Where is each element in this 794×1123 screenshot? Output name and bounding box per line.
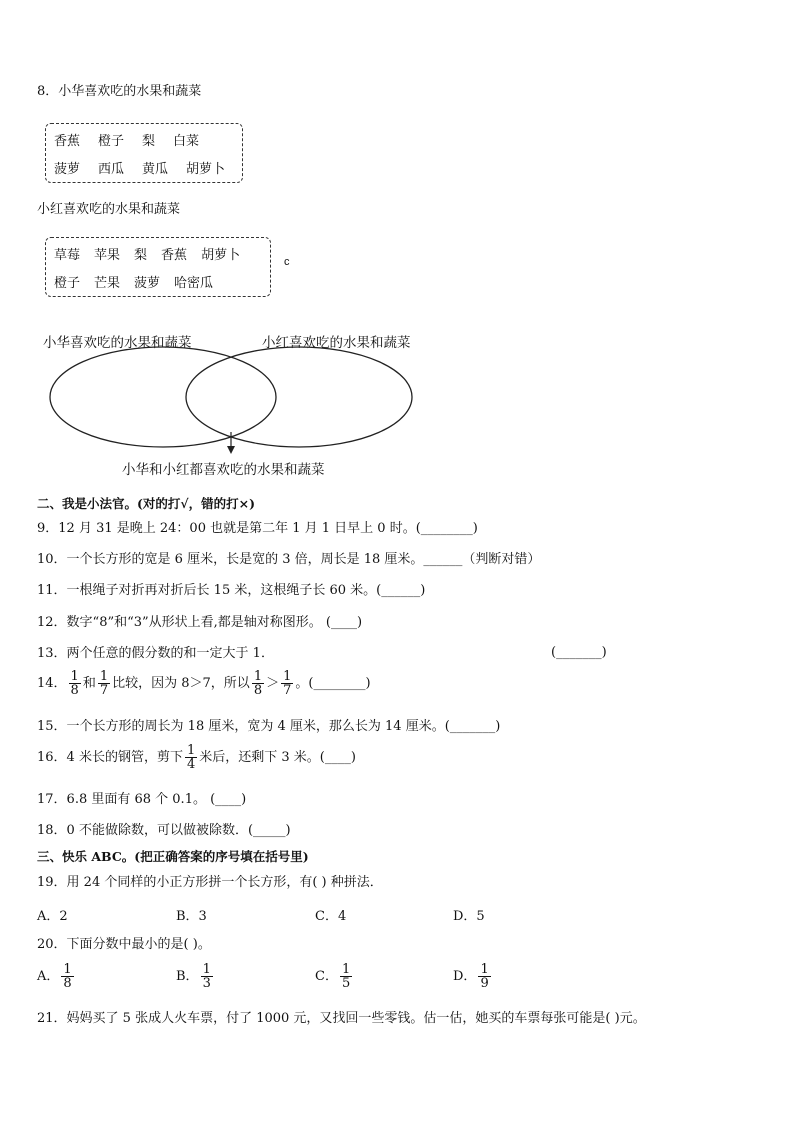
numerator: 1 [70,669,79,684]
question-10: 10．一个长方形的宽是 6 厘米，长是宽的 3 倍，周长是 18 厘米。______（判断对错） [37,552,541,567]
option-label: A． [37,969,60,984]
q14-and: 和 [82,676,96,691]
fraction [478,963,490,990]
fraction [185,744,197,771]
venn-arrow-head [227,446,235,454]
denominator: 4 [186,757,196,772]
xiaohong-title: 小红喜欢吃的水果和蔬菜 [37,202,181,217]
list-item: 梨 [142,134,156,149]
fraction [281,670,293,697]
list-item: 胡萝卜 [186,162,226,177]
question-12: 12．数字“8”和“3”从形状上看,都是轴对称图形。 (____) [37,615,363,630]
question-17: 17．6.8 里面有 68 个 0.1。 (____) [37,792,247,807]
numerator: 1 [480,962,489,977]
denominator: 5 [341,976,351,991]
list-item: 香蕉 [54,134,81,149]
venn-right-label: 小红喜欢吃的水果和蔬菜 [262,335,411,351]
denominator: 3 [202,976,211,991]
question-19: 19．用 24 个同样的小正方形拼一个长方形，有( ) 种拼法． [37,875,383,890]
q14-gt: ＞ [266,676,280,691]
question-8-title: 8．小华喜欢吃的水果和蔬菜 [37,84,202,99]
q20-option-d [453,963,493,990]
venn-right-ellipse [186,347,412,447]
q19-option-b: B．3 [176,909,207,924]
list-item: 橙子 [98,134,125,149]
option-label: D． [453,969,477,984]
numerator: 1 [99,669,109,684]
fraction [340,963,352,990]
venn-bottom-label: 小华和小红都喜欢吃的水果和蔬菜 [122,462,325,478]
numerator: 1 [63,962,72,977]
q19-option-c: C．4 [315,909,347,924]
option-label: B． [176,969,199,984]
numerator: 1 [186,743,196,758]
list-item: 菠萝 [54,162,81,177]
numerator: 1 [202,962,211,977]
fraction [98,670,110,697]
numerator: 1 [283,669,292,684]
list-item: 橙子 [54,276,81,291]
question-16 [37,744,356,771]
list-item: 黄瓜 [142,162,169,177]
question-11: 11．一根绳子对折再对折后长 15 米，这根绳子长 60 米。(______) [37,583,426,598]
denominator: 7 [99,683,109,698]
q16-suffix: 米后，还剩下 3 米。(____) [199,750,356,765]
venn-left-ellipse [50,347,276,447]
list-item: 白菜 [173,134,200,149]
list-item: 草莓 [54,248,81,263]
question-14 [37,670,371,697]
list-item: 梨 [134,248,148,263]
list-item: 香蕉 [161,248,188,263]
section-3-heading: 三、快乐 ABC。(把正确答案的序号填在括号里) [37,849,309,864]
q14-mid: 比较，因为 8＞7，所以 [112,676,250,691]
question-9: 9．12 月 31 是晚上 24：00 也就是第二年 1 月 1 日早上 0 时。(________) [37,521,478,536]
q14-suffix: 。(________) [295,676,371,691]
q19-option-a: A．2 [37,909,68,924]
q14-prefix: 14． [37,676,67,691]
denominator: 9 [480,976,489,991]
section-2-heading: 二、我是小法官。(对的打√，错的打×) [37,496,256,511]
numerator: 1 [253,669,263,684]
question-18: 18．0 不能做除数，可以做被除数．(_____) [37,823,291,838]
option-label: C． [315,969,338,984]
list-item: 西瓜 [98,162,125,177]
list-item: 菠萝 [134,276,161,291]
list-item: 苹果 [94,248,121,263]
list-item: 胡萝卜 [201,248,241,263]
question-13-blank: (_______) [551,645,607,660]
question-15: 15．一个长方形的周长为 18 厘米，宽为 4 厘米，那么长为 14 厘米。(_______) [37,719,501,734]
denominator: 7 [283,683,292,698]
fraction [201,963,213,990]
q20-option-b [176,963,215,990]
question-13: 13．两个任意的假分数的和一定大于 1． [37,646,274,661]
stray-mark: c [284,256,290,268]
denominator: 8 [253,683,263,698]
q20-option-c [315,963,354,990]
denominator: 8 [63,976,72,991]
denominator: 8 [70,683,79,698]
question-21: 21．妈妈买了 5 张成人火车票，付了 1000 元，又找回一些零钱。估一估，她买的车票每张可能是( )元。 [37,1011,646,1026]
venn-left-label: 小华喜欢吃的水果和蔬菜 [43,335,192,351]
q19-option-d: D．5 [453,909,485,924]
question-20: 20．下面分数中最小的是( )。 [37,937,211,952]
list-item: 哈密瓜 [174,276,214,291]
numerator: 1 [341,962,351,977]
q16-prefix: 16．4 米长的钢管，剪下 [37,750,183,765]
fraction [69,670,81,697]
q20-option-a [37,963,76,990]
fraction [61,963,73,990]
fraction [252,670,264,697]
list-item: 芒果 [94,276,121,291]
